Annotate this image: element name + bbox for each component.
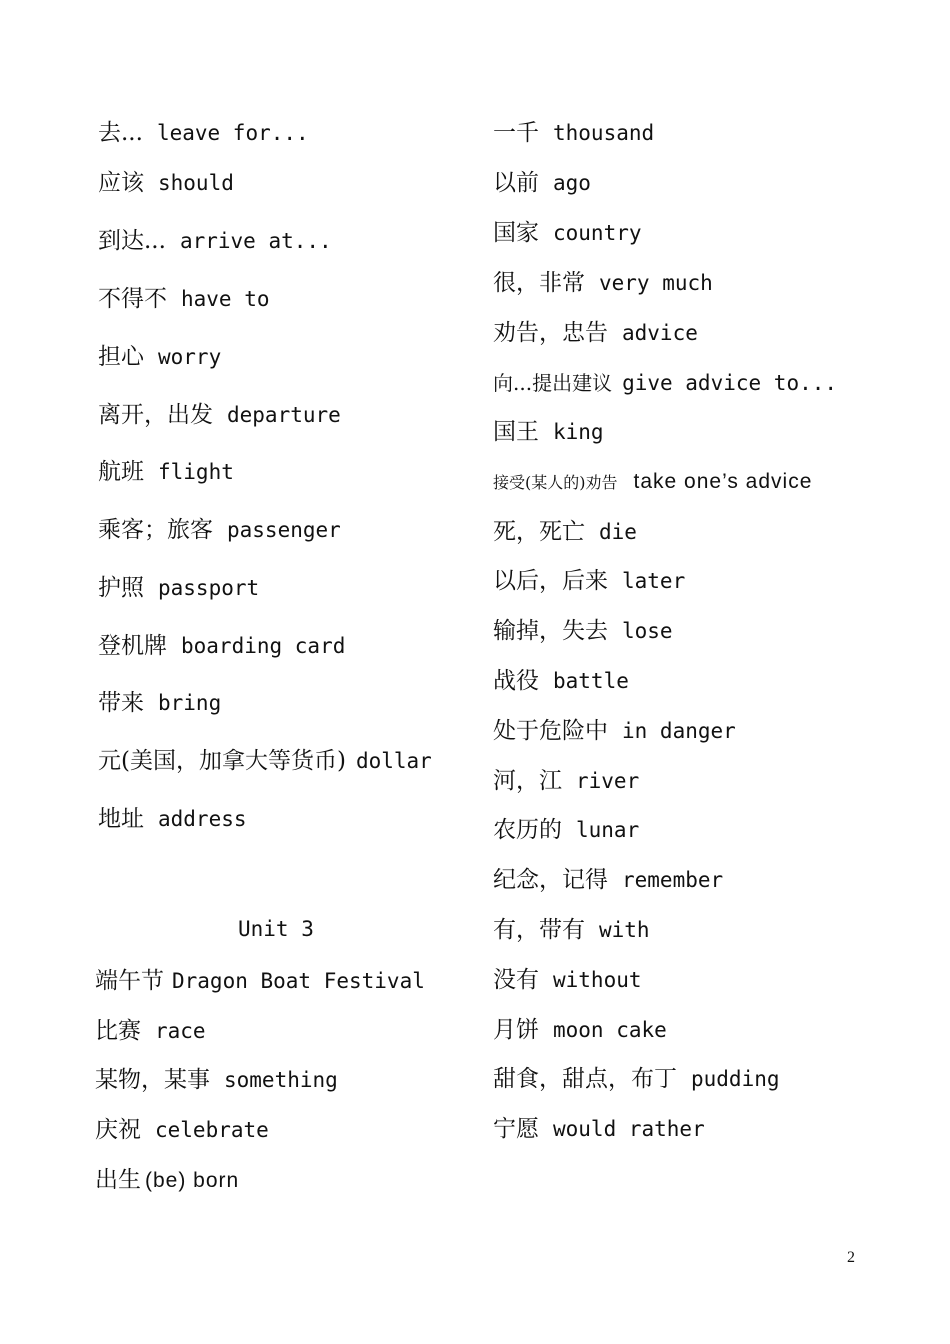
vocab-entry — [493, 468, 812, 497]
vocab-entry — [95, 967, 425, 996]
english-term: battle — [553, 669, 629, 693]
english-term: leave for... — [156, 121, 309, 145]
english-term: worry — [158, 345, 222, 369]
chinese-term: 有，带有 — [493, 917, 585, 943]
vocab-entry — [493, 119, 654, 148]
english-term: with — [599, 918, 650, 942]
chinese-term: 某物，某事 — [95, 1067, 210, 1093]
english-term: departure — [227, 403, 341, 427]
chinese-term: 端午节 — [95, 968, 164, 994]
english-term: country — [553, 221, 642, 245]
vocab-entry — [493, 418, 604, 447]
vocab-entry — [98, 632, 345, 661]
english-term: moon cake — [553, 1018, 667, 1042]
chinese-term: 战役 — [493, 668, 539, 694]
english-term: very much — [599, 271, 713, 295]
chinese-term: 接受(某人的)劝告 — [493, 473, 618, 492]
english-term: something — [224, 1068, 338, 1092]
chinese-term: 乘客；旅客 — [98, 517, 213, 543]
page-number: 2 — [847, 1249, 855, 1266]
english-term: die — [599, 520, 637, 544]
vocab-entry — [95, 1017, 206, 1046]
chinese-term: 一千 — [493, 120, 539, 146]
english-term: advice — [622, 321, 698, 345]
chinese-term: 处于危险中 — [493, 718, 608, 744]
chinese-term: 地址 — [98, 806, 144, 832]
vocab-entry — [98, 458, 234, 487]
vocab-entry — [493, 567, 685, 596]
chinese-term: 国王 — [493, 419, 539, 445]
vocab-entry — [493, 169, 591, 198]
chinese-term: 出生 — [95, 1167, 141, 1193]
vocab-entry — [493, 667, 629, 696]
english-term: remember — [622, 868, 724, 892]
english-term: arrive at... — [179, 229, 332, 253]
vocab-entry — [98, 169, 234, 198]
vocab-entry — [98, 343, 221, 372]
chinese-term: 登机牌 — [98, 633, 167, 659]
vocab-entry — [493, 816, 639, 845]
chinese-term: 甜食，甜点，布丁 — [493, 1066, 677, 1092]
chinese-term: 比赛 — [95, 1018, 141, 1044]
vocab-entry — [98, 227, 332, 256]
english-term: ago — [553, 171, 591, 195]
chinese-term: 带来 — [98, 690, 144, 716]
english-term: pudding — [691, 1067, 780, 1091]
english-term: king — [553, 420, 604, 444]
english-term: lose — [622, 619, 673, 643]
chinese-term: 宁愿 — [493, 1116, 539, 1142]
english-term: river — [576, 769, 640, 793]
chinese-term: 护照 — [98, 575, 144, 601]
vocab-entry — [493, 916, 650, 945]
chinese-term: 月饼 — [493, 1017, 539, 1043]
vocab-entry — [493, 1065, 780, 1094]
vocab-entry — [98, 747, 432, 776]
english-term: later — [622, 569, 686, 593]
vocab-entry — [493, 319, 698, 348]
vocab-entry — [493, 717, 736, 746]
chinese-term: 以后，后来 — [493, 568, 608, 594]
vocab-entry — [98, 689, 221, 718]
chinese-term: 死，死亡 — [493, 519, 585, 545]
chinese-term: 元(美国，加拿大等货币) — [98, 748, 346, 774]
chinese-term: 应该 — [98, 170, 144, 196]
english-term: bring — [158, 691, 222, 715]
english-term: celebrate — [155, 1118, 269, 1142]
chinese-term: 庆祝 — [95, 1117, 141, 1143]
vocab-entry — [493, 1016, 667, 1045]
vocab-entry — [493, 966, 642, 995]
english-term: address — [158, 807, 247, 831]
vocab-entry — [98, 805, 247, 834]
chinese-term: 河，江 — [493, 768, 562, 794]
english-term: Dragon Boat Festival — [172, 969, 425, 993]
chinese-term: 以前 — [493, 170, 539, 196]
vocab-entry — [493, 219, 642, 248]
vocab-entry — [95, 1066, 338, 1095]
english-term: without — [553, 968, 642, 992]
english-term: give advice to... — [622, 371, 838, 395]
english-term: take one’s advice — [633, 470, 813, 493]
vocab-entry — [493, 369, 837, 398]
vocab-entry — [95, 1166, 239, 1195]
english-term: passenger — [227, 518, 341, 542]
vocab-entry — [98, 516, 341, 545]
chinese-term: 纪念，记得 — [493, 867, 608, 893]
english-term: in danger — [622, 719, 736, 743]
chinese-term: 农历的 — [493, 817, 562, 843]
chinese-term: 担心 — [98, 344, 144, 370]
chinese-term: 没有 — [493, 967, 539, 993]
vocab-entry — [493, 617, 673, 646]
vocab-entry — [493, 1115, 705, 1144]
english-term: dollar — [355, 749, 432, 773]
chinese-term: 输掉，失去 — [493, 618, 608, 644]
english-term: flight — [158, 460, 234, 484]
chinese-term: 去... — [98, 120, 143, 146]
english-term: would rather — [553, 1117, 705, 1141]
vocab-entry — [95, 1116, 269, 1145]
chinese-term: 向...提出建议 — [493, 371, 613, 395]
unit-heading: Unit 3 — [238, 917, 314, 941]
vocab-entry — [98, 401, 341, 430]
english-term: lunar — [576, 818, 640, 842]
chinese-term: 劝告，忠告 — [493, 320, 608, 346]
english-term: race — [155, 1019, 206, 1043]
vocab-entry — [493, 518, 637, 547]
vocab-entry — [98, 119, 309, 148]
chinese-term: 到达... — [98, 228, 166, 254]
chinese-term: 不得不 — [98, 286, 167, 312]
english-term: should — [158, 171, 234, 195]
english-term: boarding card — [181, 634, 346, 658]
english-term: (be) born — [145, 1169, 240, 1192]
chinese-term: 国家 — [493, 220, 539, 246]
vocab-entry — [493, 269, 713, 298]
english-term: have to — [181, 287, 270, 311]
vocab-entry — [98, 285, 270, 314]
vocab-entry — [98, 574, 259, 603]
vocab-entry — [493, 866, 723, 895]
chinese-term: 航班 — [98, 459, 144, 485]
vocab-entry — [493, 767, 639, 796]
english-term: thousand — [553, 121, 655, 145]
chinese-term: 离开，出发 — [98, 402, 213, 428]
english-term: passport — [158, 576, 260, 600]
chinese-term: 很，非常 — [493, 270, 585, 296]
